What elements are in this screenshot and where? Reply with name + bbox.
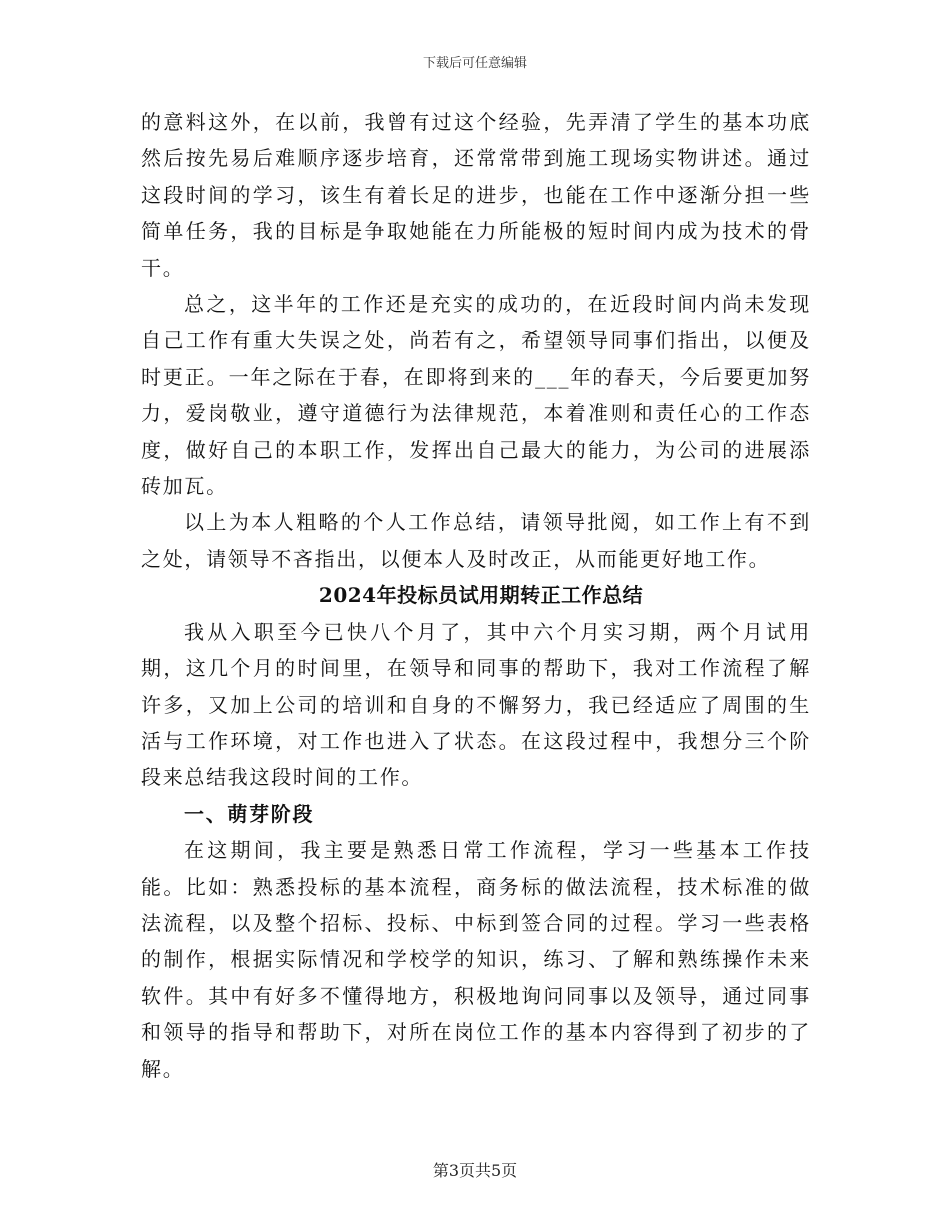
page-header: 下载后可任意编辑 <box>422 56 527 71</box>
document-title: 2024年投标员试用期转正工作总结 <box>318 583 644 608</box>
paragraph-summary: 总之，这半年的工作还是充实的成功的，在近段时间内尚未发现自己工作有重大失误之处，尚若有之，希望领导同事们指出，以便及时更正。一年之际在于春，在即将到来的___年的春天，今后要更加努力，爱岗敬业，遵守道德行为法律规范，本着准则和责任心的工作态度，做好自己的本职工作，发挥出自己最大的能力，为公司的进展添砖加瓦。 <box>141 292 811 499</box>
section-heading: 一、萌芽阶段 <box>184 801 315 826</box>
paragraph-closing: 以上为本人粗略的个人工作总结，请领导批阅，如工作上有不到之处，请领导不吝指出，以便本人及时改正，从而能更好地工作。 <box>141 510 811 571</box>
paragraph-intro: 我从入职至今已快八个月了，其中六个月实习期，两个月试用期，这几个月的时间里，在领导和同事的帮助下，我对工作流程了解许多，又加上公司的培训和自身的不懈努力，我已经适应了周围的生活与工作环境，对工作也进入了状态。在这段过程中，我想分三个阶段来总结我这段时间的工作。 <box>141 619 811 790</box>
paragraph-stage-one: 在这期间，我主要是熟悉日常工作流程，学习一些基本工作技能。比如：熟悉投标的基本流程，商务标的做法流程，技术标准的做法流程，以及整个招标、投标、中标到签合同的过程。学习一些表格的制作，根据实际情况和学校学的知识，练习、了解和熟练操作未来软件。其中有好多不懂得地方，积极地询问同事以及领导，通过同事和领导的指导和帮助下，对所在岗位工作的基本内容得到了初步的了解。 <box>141 838 811 1081</box>
document-body <box>141 104 811 1087</box>
paragraph-continuation: 的意料这外，在以前，我曾有过这个经验，先弄清了学生的基本功底然后按先易后难顺序逐步培育，还常常带到施工现场实物讲述。通过这段时间的学习，该生有着长足的进步，也能在工作中逐渐分担一些简单任务，我的目标是争取她能在力所能极的短时间内成为技术的骨干。 <box>141 110 811 280</box>
page-footer: 第3页共5页 <box>432 1161 518 1180</box>
